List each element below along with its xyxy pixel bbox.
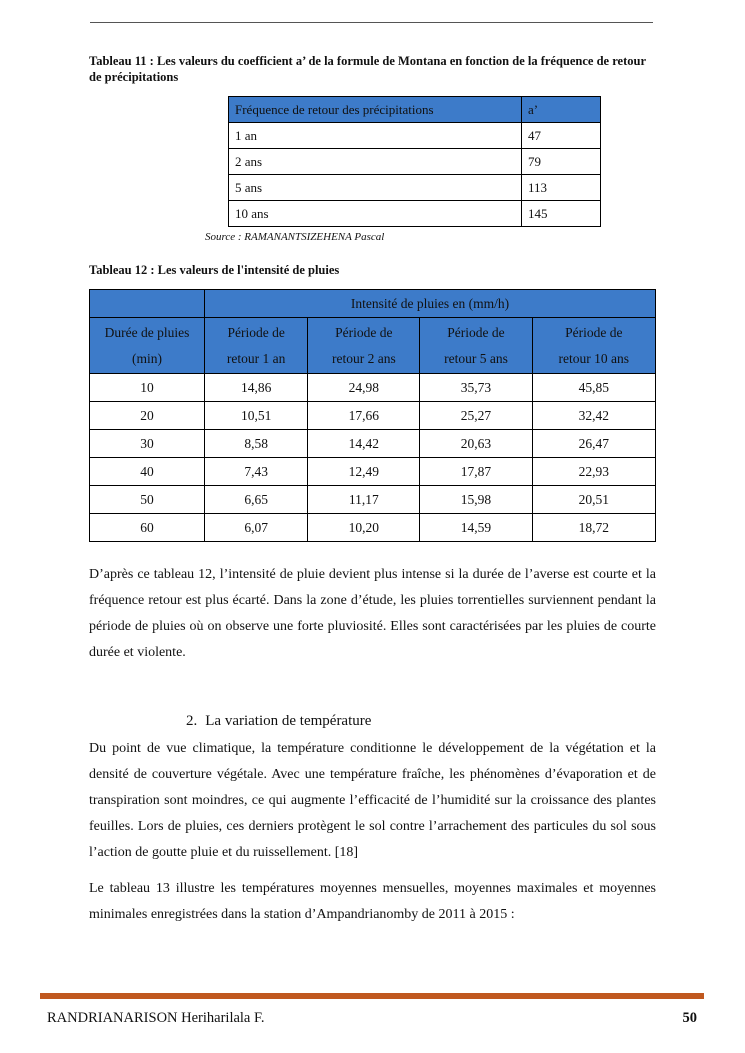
table-cell: 24,98 <box>308 374 420 402</box>
table-cell: 14,42 <box>308 430 420 458</box>
table-row <box>229 201 601 227</box>
table-row <box>90 486 656 514</box>
table-cell: 15,98 <box>420 486 532 514</box>
table-cell: 6,07 <box>205 514 308 542</box>
table-header-row <box>90 318 656 374</box>
table-cell: 6,65 <box>205 486 308 514</box>
table-cell: 8,58 <box>205 430 308 458</box>
paragraph-analysis: D’après ce tableau 12, l’intensité de pluie devient plus intense si la durée de l’averse est courte et la fréquence retour est plus écarté. Dans la zone d’étude, les pluies torrentielles surviennent pendant la période de pluies où on observe une forte pluviosité. Elles sont caractérisées par les pluies de courte durée et violente. <box>89 567 656 660</box>
header-line: Période de <box>227 324 285 340</box>
table-cell: 12,49 <box>308 458 420 486</box>
table12-caption: Tableau 12 : Les valeurs de l'intensité de pluies <box>89 263 340 277</box>
footer-divider <box>40 993 704 999</box>
table11 <box>228 96 601 227</box>
header-line: Période de <box>447 324 505 340</box>
period-header-cell <box>532 318 655 374</box>
table-header-row <box>90 290 656 318</box>
header-line: retour 5 ans <box>444 350 508 366</box>
table-cell: 25,27 <box>420 402 532 430</box>
header-line: Période de <box>335 324 393 340</box>
table-header-cell: a’ <box>522 97 601 123</box>
table-cell: 45,85 <box>532 374 655 402</box>
table-cell: 10,51 <box>205 402 308 430</box>
table-row <box>90 430 656 458</box>
table-row <box>229 149 601 175</box>
table-cell: 2 ans <box>229 149 522 175</box>
table-cell: 17,66 <box>308 402 420 430</box>
period-header-cell <box>420 318 532 374</box>
table-cell: 10 ans <box>229 201 522 227</box>
section-number: 2. <box>186 713 198 729</box>
table-cell: 20 <box>90 402 205 430</box>
table-header-row <box>229 97 601 123</box>
table-cell: 20,63 <box>420 430 532 458</box>
duration-header-cell <box>90 318 205 374</box>
section-heading <box>186 713 371 730</box>
table-cell: 40 <box>90 458 205 486</box>
table-cell: 26,47 <box>532 430 655 458</box>
table12 <box>89 289 656 542</box>
table-cell: 50 <box>90 486 205 514</box>
table-cell: 7,43 <box>205 458 308 486</box>
table-row <box>90 374 656 402</box>
period-header-cell <box>205 318 308 374</box>
header-line: retour 10 ans <box>558 350 629 366</box>
header-line: retour 1 an <box>226 350 286 366</box>
paragraph-table13-intro: Le tableau 13 illustre les températures moyennes mensuelles, moyennes maximales et moyennes minimales enregistrées dans la station d’Ampandrianomby de 2011 à 2015 : <box>89 881 656 922</box>
header-line: Durée de pluies <box>104 324 190 340</box>
table-cell: 5 ans <box>229 175 522 201</box>
header-divider <box>90 22 653 23</box>
table-cell: 47 <box>522 123 601 149</box>
table-cell: 10 <box>90 374 205 402</box>
table-header-cell <box>90 290 205 318</box>
table-row <box>90 458 656 486</box>
table-cell: 14,86 <box>205 374 308 402</box>
header-line: Période de <box>565 324 623 340</box>
table-cell: 10,20 <box>308 514 420 542</box>
table-row <box>90 402 656 430</box>
table-cell: 60 <box>90 514 205 542</box>
table-cell: 20,51 <box>532 486 655 514</box>
group-header-cell: Intensité de pluies en (mm/h) <box>205 290 656 318</box>
table-cell: 17,87 <box>420 458 532 486</box>
table-cell: 145 <box>522 201 601 227</box>
table-cell: 30 <box>90 430 205 458</box>
footer-author: RANDRIANARISON Heriharilala F. <box>47 1010 265 1026</box>
table-header-cell: Fréquence de retour des précipitations <box>229 97 522 123</box>
table-row <box>229 123 601 149</box>
header-line: retour 2 ans <box>331 350 396 366</box>
table-cell: 79 <box>522 149 601 175</box>
table-cell: 1 an <box>229 123 522 149</box>
table-row <box>229 175 601 201</box>
table-row <box>90 514 656 542</box>
header-line: (min) <box>132 350 162 366</box>
paragraph-climate: Du point de vue climatique, la température conditionne le développement de la végétation et la densité de couverture végétale. Avec une température fraîche, les phénomènes d’évaporation et de transpiration sont moindres, ce qui augmente l’efficacité de l’humidité sur la croissance des plantes feuilles. Lors de pluies, ces derniers protègent le sol contre l’arrachement des particules du sol sous l’action de goutte pluie et du ruissellement. [18] <box>89 741 656 860</box>
table-cell: 32,42 <box>532 402 655 430</box>
section-title: La variation de température <box>205 713 372 729</box>
table-cell: 14,59 <box>420 514 532 542</box>
table-cell: 18,72 <box>532 514 655 542</box>
period-header-cell <box>308 318 420 374</box>
table-cell: 11,17 <box>308 486 420 514</box>
table-cell: 113 <box>522 175 601 201</box>
table11-caption: Tableau 11 : Les valeurs du coefficient a’ de la formule de Montana en fonction de la fréquence de retour de précipitations <box>89 54 646 84</box>
table-cell: 22,93 <box>532 458 655 486</box>
table-cell: 35,73 <box>420 374 532 402</box>
table11-source: Source : RAMANANTSIZEHENA Pascal <box>205 231 385 243</box>
page-number: 50 <box>682 1010 697 1026</box>
